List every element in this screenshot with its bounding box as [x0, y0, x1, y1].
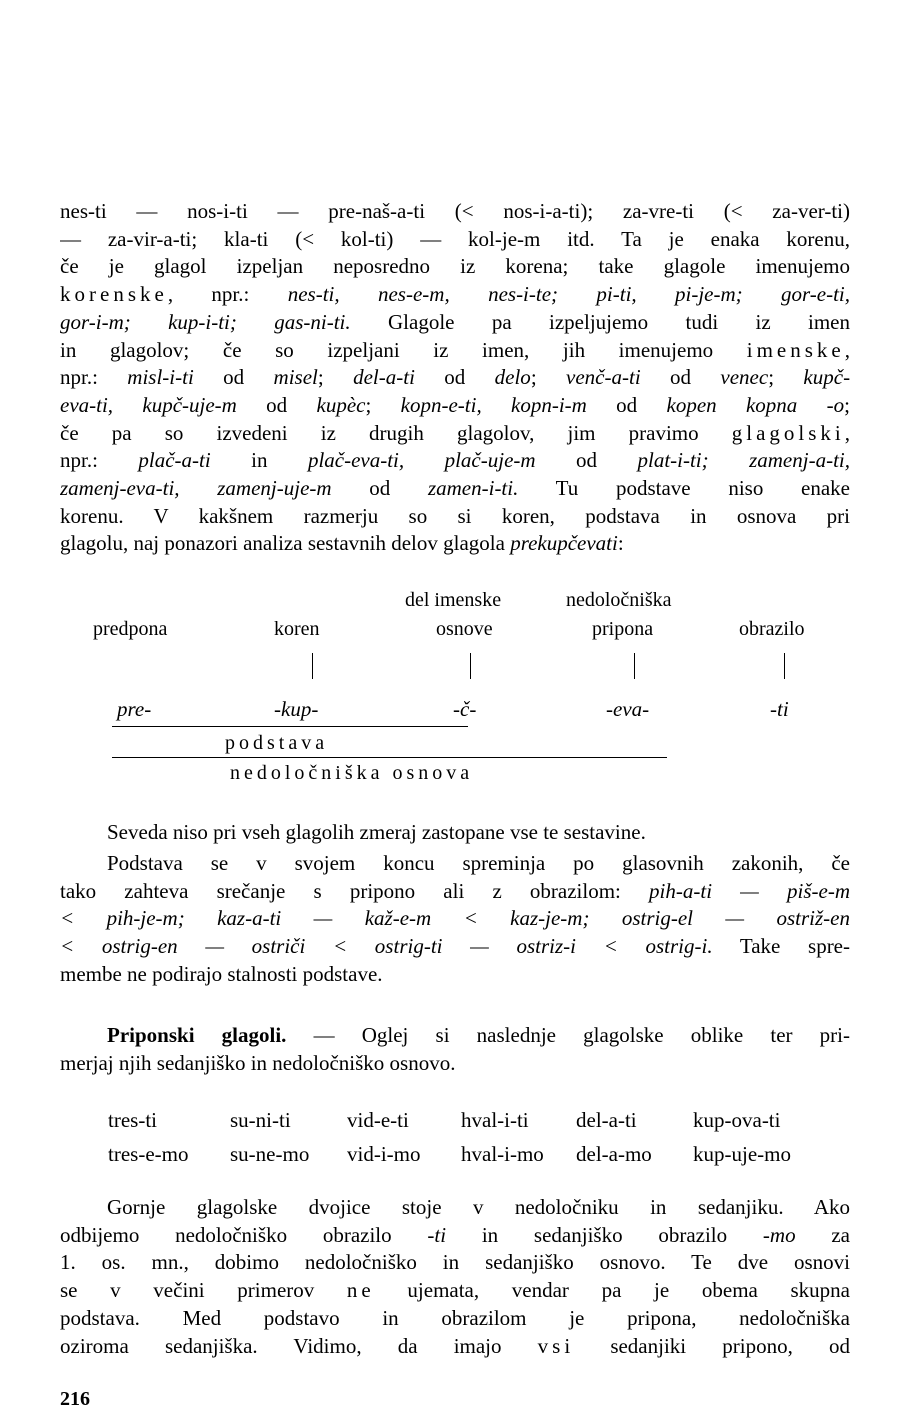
connector-tick [470, 653, 471, 679]
table-cell: su-ni-ti [230, 1107, 291, 1132]
table-cell: su-ne-mo [230, 1141, 310, 1166]
paragraph-note [60, 819, 850, 847]
table-cell: del-a-mo [576, 1141, 652, 1166]
table-cell: hval-i-mo [461, 1141, 544, 1166]
text-line: Priponski glagoli. — Oglej si naslednje glagolske oblike ter pri- [107, 1023, 850, 1047]
text-line: odbijemo nedoločniško obrazilo -ti in sedanjiško obrazilo -mo za [60, 1222, 850, 1247]
paragraph-stems [60, 1194, 850, 1360]
morph-root: -kup- [274, 697, 319, 721]
morph-suffix: -eva- [606, 697, 650, 721]
text-line: membe ne podirajo stalnosti podstave. [60, 961, 383, 986]
spaced-term: glagolski [731, 420, 845, 445]
text-line: Podstava se v svojem koncu spreminja po glasovnih zakonih, če [107, 851, 850, 875]
text-line: če je glagol izpeljan neposredno iz korena; take glagole imenujemo [60, 254, 850, 279]
morpheme-diagram [60, 585, 860, 795]
morph-stem-part: -č- [453, 697, 477, 721]
label-osnova: nedoločniška osnova [230, 762, 474, 784]
underline-osnova [112, 757, 667, 758]
connector-tick [634, 653, 635, 679]
label-del-imenske: del imenske [405, 589, 502, 611]
text-line: — za-vir-a-ti; kla-ti (< kol-ti) — kol-je-m itd. Ta je enaka korenu, [60, 226, 850, 251]
text-line: Gornje glagolske dvojice stoje v nedoločniku in sedanjiku. Ako [107, 1195, 850, 1219]
table-row [108, 1103, 803, 1137]
text-line: npr.: misl-i-ti od misel; del-a-ti od delo; venč-a-ti od venec; kupč- [60, 365, 850, 390]
table-cell: vid-e-ti [347, 1107, 409, 1132]
table-row [108, 1137, 803, 1171]
label-koren: koren [274, 618, 320, 640]
label-nedolocniska: nedoločniška [566, 589, 672, 611]
table-cell: tres-ti [108, 1107, 157, 1132]
spaced-term: korenske [60, 282, 168, 307]
paragraph-suffix-verbs [60, 1022, 850, 1077]
paragraph-verb-roots [60, 198, 850, 558]
text-line: glagolu, naj ponazori analiza sestavnih delov glagola prekupčevati: [60, 531, 624, 556]
text-line: oziroma sedanjiška. Vidimo, da imajo vsi sedanjiki pripono, od [60, 1333, 850, 1358]
table-cell: del-a-ti [576, 1107, 637, 1132]
text-line: korenske, npr.: nes-ti, nes-e-m, nes-i-te; pi-ti, pi-je-m; gor-e-ti, [60, 282, 850, 307]
verb-forms-table [108, 1103, 803, 1171]
text-line: Seveda niso pri vseh glagolih zmeraj zastopane vse te sestavine. [107, 820, 646, 844]
spaced-term: imenske [746, 337, 845, 362]
label-pripona: pripona [592, 618, 654, 640]
label-predpona: predpona [93, 618, 168, 640]
underline-podstava [112, 726, 468, 727]
table-cell: tres-e-mo [108, 1141, 189, 1166]
connector-tick [312, 653, 313, 679]
text-line: zamenj-eva-ti, zamenj-uje-m od zamen-i-ti. Tu podstave niso enake [60, 476, 850, 501]
text-line: 1. os. mn., dobimo nedoločniško in sedanjiško osnovo. Te dve osnovi [60, 1250, 850, 1275]
text-line: < pih-je-m; kaz-a-ti — kaž-e-m < kaz-je-m; ostrig-el — ostriž-en [60, 906, 850, 931]
text-line: če pa so izvedeni iz drugih glagolov, jim pravimo glagolski, [60, 420, 850, 445]
spaced-term: ne [346, 1278, 375, 1303]
text-line: korenu. V kakšnem razmerju so si koren, podstava in osnova pri [60, 503, 850, 528]
text-line: < ostrig-en — ostriči < ostrig-ti — ostriz-i < ostrig-i. Take spre- [60, 934, 850, 959]
label-obrazilo: obrazilo [739, 618, 805, 640]
label-podstava: podstava [225, 732, 329, 754]
text-line: eva-ti, kupč-uje-m od kupèc; kopn-e-ti, kopn-i-m od kopen kopna -o; [60, 392, 850, 417]
section-heading: Priponski glagoli. [107, 1023, 287, 1047]
page-number: 216 [60, 1388, 90, 1410]
text-line: gor-i-m; kup-i-ti; gas-ni-ti. Glagole pa izpeljujemo tudi iz imen [60, 309, 850, 334]
table-cell: kup-uje-mo [693, 1141, 791, 1166]
morph-ending: -ti [770, 697, 789, 721]
table-cell: hval-i-ti [461, 1107, 529, 1132]
morph-prefix: pre- [117, 697, 152, 721]
text-line: tako zahteva srečanje s pripono ali z obrazilom: pih-a-ti — piš-e-m [60, 878, 850, 903]
text-line: se v večini primerov ne ujemata, vendar pa je obema skupna [60, 1278, 850, 1303]
paragraph-sound-changes [60, 850, 850, 989]
label-osnove: osnove [436, 618, 493, 640]
connector-tick [784, 653, 785, 679]
spaced-term: vsi [537, 1333, 575, 1358]
table-cell: kup-ova-ti [693, 1107, 781, 1132]
text-line: npr.: plač-a-ti in plač-eva-ti, plač-uje-m od plat-i-ti; zamenj-a-ti, [60, 448, 850, 473]
table-cell: vid-i-mo [347, 1141, 421, 1166]
text-line: podstava. Med podstavo in obrazilom je pripona, nedoločniška [60, 1305, 850, 1330]
text-line: merjaj njih sedanjiško in nedoločniško osnovo. [60, 1050, 456, 1075]
text-line: in glagolov; če so izpeljani iz imen, jih imenujemo imenske, [60, 337, 850, 362]
text-line: nes-ti — nos-i-ti — pre-naš-a-ti (< nos-i-a-ti); za-vre-ti (< za-ver-ti) [60, 199, 850, 223]
